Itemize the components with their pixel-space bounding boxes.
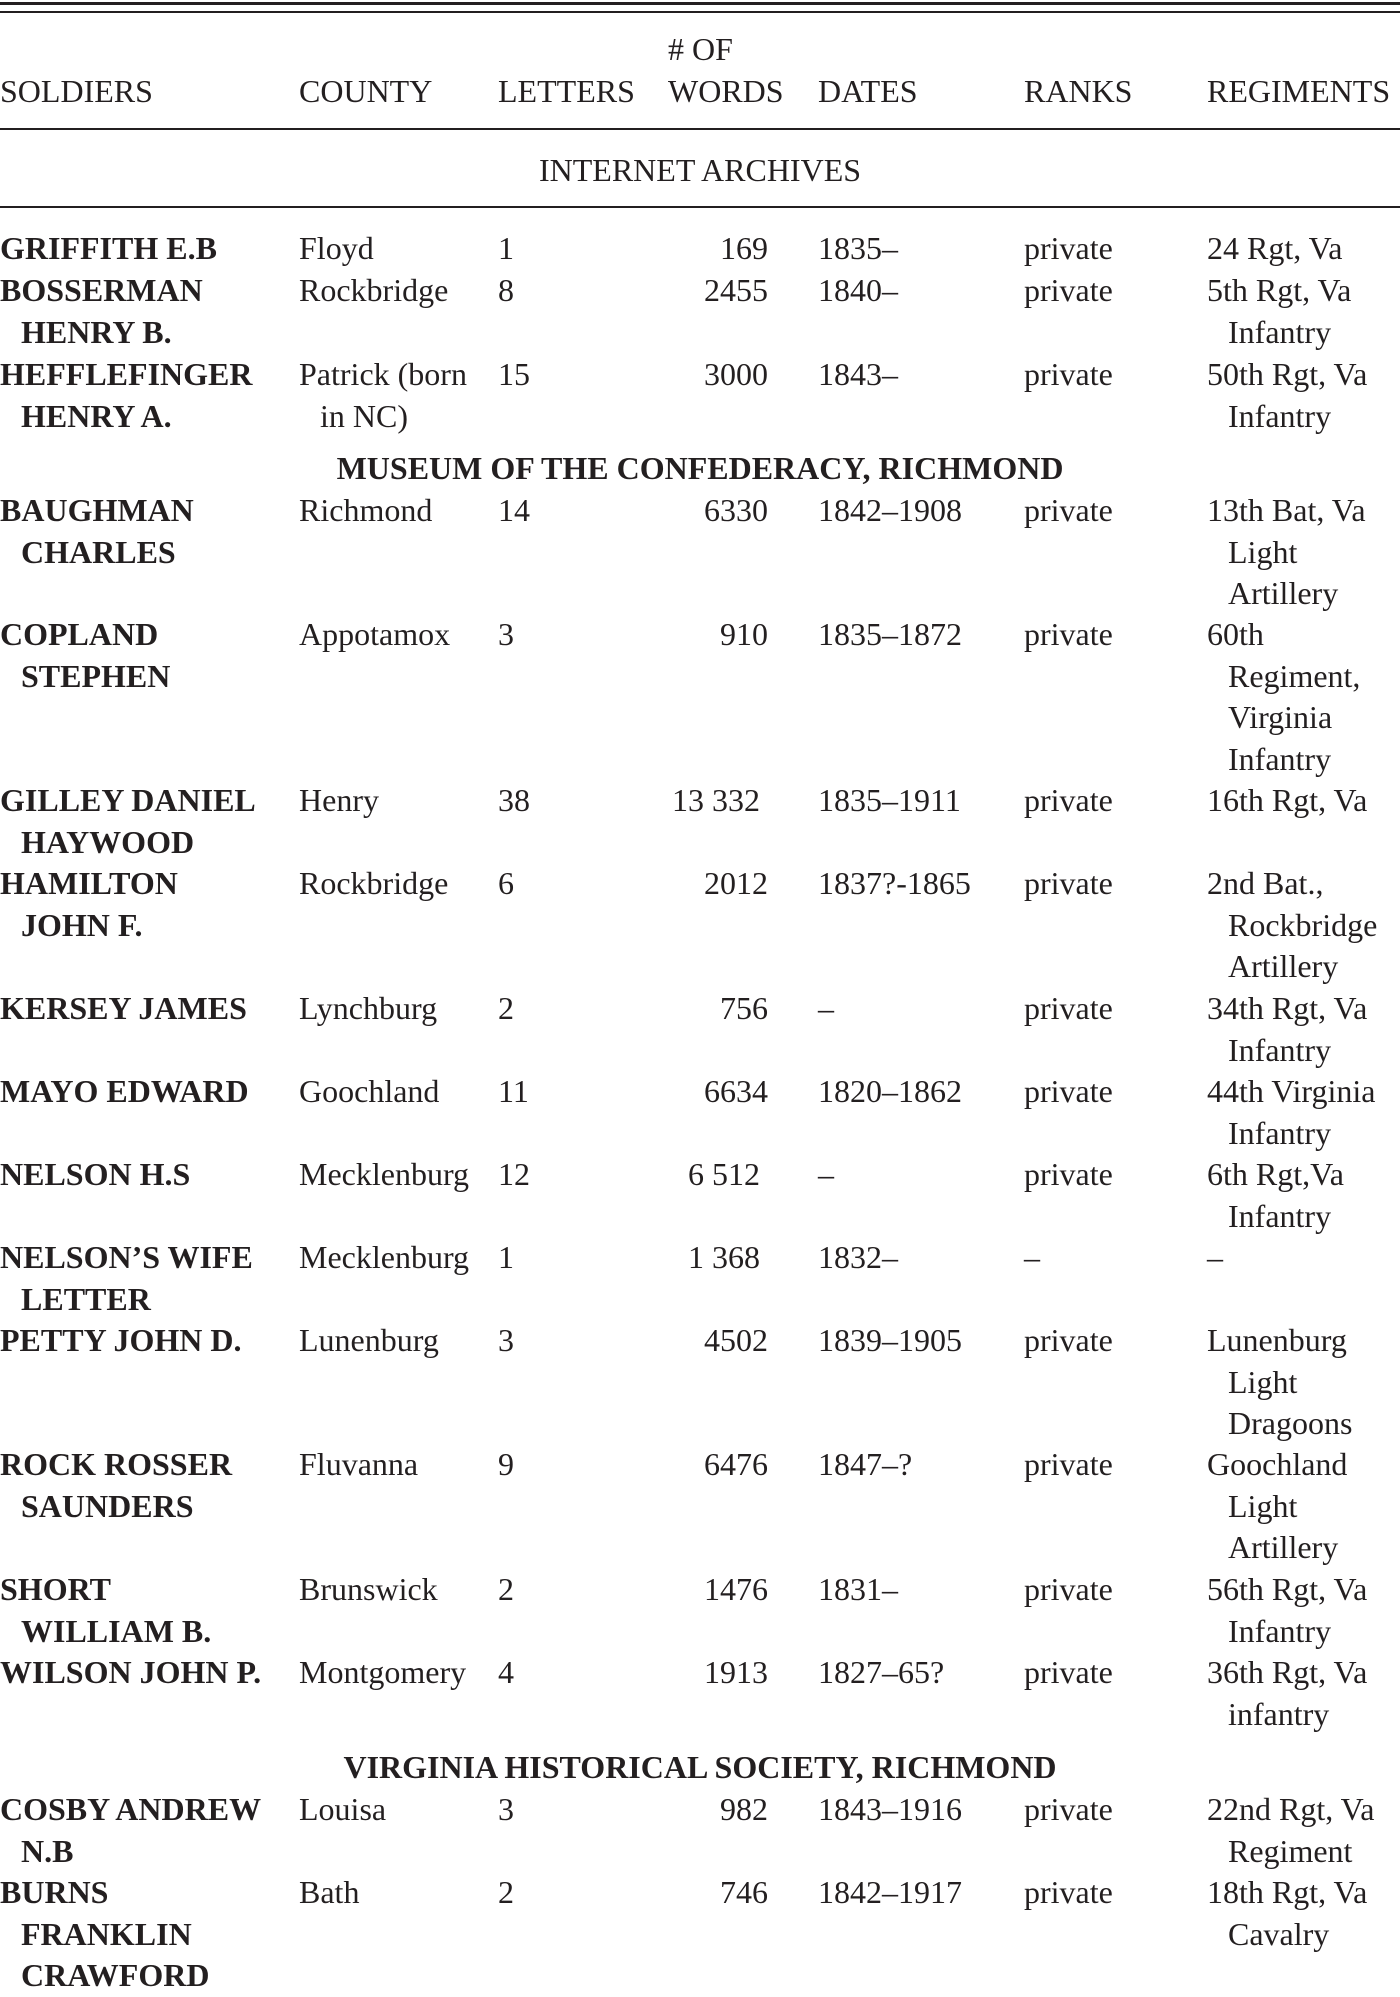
word-count: 1476 [704, 1571, 768, 1607]
dates: 1843–1916 [818, 1791, 962, 1827]
regiment-line: 2nd Bat., [1207, 865, 1324, 901]
county [299, 1789, 484, 1831]
section-title-virginia-historical-society: VIRGINIA HISTORICAL SOCIETY, RICHMOND [343, 1749, 1057, 1785]
soldier-name-line: WILLIAM B. [21, 1612, 212, 1649]
letters-count: 11 [498, 1073, 529, 1109]
regiment-line: 34th Rgt, Va [1207, 990, 1368, 1026]
regiment-line: Infantry [1228, 1612, 1332, 1649]
soldier-name [0, 1320, 280, 1362]
rank: private [1024, 616, 1113, 652]
word-count: 13 332 [672, 782, 760, 818]
regiment-line: Rockbridge [1228, 906, 1378, 943]
soldier-name-line: GRIFFITH E.B [0, 230, 217, 266]
county-line: Lunenburg [299, 1322, 439, 1358]
regiment-line: Infantry [1228, 313, 1332, 350]
rank: private [1024, 1156, 1113, 1192]
header-county: COUNTY [299, 73, 433, 109]
regiment-line: 22nd Rgt, Va [1207, 1791, 1375, 1827]
regiment-line: 6th Rgt,Va [1207, 1156, 1344, 1192]
soldier-name-line: HEFFLEFINGER [0, 356, 253, 392]
soldier-name [0, 490, 280, 573]
soldier-name-line: BAUGHMAN [0, 492, 194, 528]
section-title-museum: MUSEUM OF THE CONFEDERACY, RICHMOND [336, 450, 1064, 486]
soldier-name-line: ROCK ROSSER [0, 1446, 233, 1482]
regiment-line: infantry [1228, 1695, 1330, 1732]
soldier-name-line: NELSON H.S [0, 1156, 191, 1192]
soldier-name-line: KERSEY JAMES [0, 990, 247, 1026]
letters-count: 12 [498, 1156, 530, 1192]
regiment-line: Light [1228, 1487, 1298, 1524]
county-line: Henry [299, 782, 379, 818]
county [299, 1872, 484, 1914]
dates: – [818, 1156, 834, 1192]
county [299, 1237, 484, 1279]
regiment [1207, 228, 1400, 270]
word-count: 6330 [704, 492, 768, 528]
word-count: 4502 [704, 1322, 768, 1358]
soldier-name [0, 1444, 280, 1527]
rank: private [1024, 356, 1113, 392]
dates: 1835– [818, 230, 898, 266]
county [299, 863, 484, 905]
county [299, 988, 484, 1030]
county [299, 614, 484, 656]
rank: private [1024, 1654, 1113, 1690]
regiment-line: Artillery [1228, 1529, 1339, 1565]
regiment-line: Infantry [1228, 1197, 1332, 1234]
soldier-name [0, 1652, 280, 1694]
regiment-line: Cavalry [1228, 1915, 1330, 1952]
county [299, 1444, 484, 1486]
dates: 1843– [818, 356, 898, 392]
letters-count: 2 [498, 1571, 514, 1607]
table-top-rule-thin [0, 11, 1400, 13]
regiment [1207, 1444, 1400, 1569]
soldier-name [0, 1872, 280, 1997]
soldier-name-line: COSBY ANDREW [0, 1791, 262, 1827]
regiment-line: Regiment, [1228, 657, 1361, 694]
county-line: Brunswick [299, 1571, 438, 1607]
word-count: 756 [720, 990, 768, 1026]
county [299, 1071, 484, 1113]
regiment [1207, 354, 1400, 437]
soldier-name [0, 780, 280, 863]
county [299, 270, 484, 312]
regiment [1207, 863, 1400, 988]
regiment-line: 50th Rgt, Va [1207, 356, 1368, 392]
section-rule [0, 206, 1400, 208]
letters-count: 38 [498, 782, 530, 818]
letters-count: 1 [498, 1239, 514, 1275]
regiment [1207, 614, 1400, 780]
dates: 1840– [818, 272, 898, 308]
regiment-line: – [1207, 1239, 1223, 1275]
regiment-line: Infantry [1228, 1031, 1332, 1068]
word-count: 6476 [704, 1446, 768, 1482]
county-line: Appotamox [299, 616, 451, 652]
regiment [1207, 1872, 1400, 1955]
header-letters: LETTERS [498, 73, 635, 109]
letters-count: 1 [498, 230, 514, 266]
regiment-line: Dragoons [1228, 1405, 1353, 1441]
regiment-line: Light [1228, 1363, 1298, 1400]
letters-count: 6 [498, 865, 514, 901]
regiment-line: Goochland [1207, 1446, 1348, 1482]
soldier-name-line: GILLEY DANIEL [0, 782, 256, 818]
soldier-name-line: LETTER [21, 1280, 151, 1317]
header-regiments: REGIMENTS [1207, 73, 1391, 109]
rank: private [1024, 990, 1113, 1026]
regiment [1207, 490, 1400, 615]
letters-count: 15 [498, 356, 530, 392]
table-header-rule [0, 128, 1400, 130]
soldier-name-line: SHORT [0, 1571, 111, 1607]
letters-count: 2 [498, 990, 514, 1026]
dates: 1847–? [818, 1446, 913, 1482]
county [299, 1154, 484, 1196]
regiment-line: 24 Rgt, Va [1207, 230, 1343, 266]
soldier-name [0, 1569, 280, 1652]
letters-count: 3 [498, 1322, 514, 1358]
letters-count: 9 [498, 1446, 514, 1482]
county-line: Louisa [299, 1791, 387, 1827]
county [299, 490, 484, 532]
word-count: 1 368 [688, 1239, 760, 1275]
regiment-line: Infantry [1228, 1114, 1332, 1151]
soldier-name-line: WILSON JOHN P. [0, 1654, 262, 1690]
regiment-line: Lunenburg [1207, 1322, 1347, 1358]
county [299, 1569, 484, 1611]
rank: private [1024, 1073, 1113, 1109]
county-line: Bath [299, 1874, 360, 1910]
word-count: 2012 [704, 865, 768, 901]
soldier-name [0, 614, 280, 697]
rank: private [1024, 272, 1113, 308]
header-words: WORDS [668, 73, 784, 109]
rank: private [1024, 1571, 1113, 1607]
dates: 1835–1911 [818, 782, 961, 818]
county [299, 1652, 484, 1694]
letters-count: 8 [498, 272, 514, 308]
soldier-name-line: N.B [21, 1832, 74, 1869]
soldier-name-line: HAMILTON [0, 865, 178, 901]
regiment-line: Virginia [1228, 699, 1333, 735]
dates: 1837?-1865 [818, 865, 971, 901]
word-count: 910 [720, 616, 768, 652]
regiment [1207, 1320, 1400, 1445]
county-line: Rockbridge [299, 272, 449, 308]
county-line: Mecklenburg [299, 1239, 470, 1275]
soldier-name-line: BURNS [0, 1874, 109, 1910]
regiment-line: 18th Rgt, Va [1207, 1874, 1368, 1910]
soldier-name-line: HENRY A. [21, 397, 172, 434]
letters-count: 3 [498, 616, 514, 652]
letters-count: 4 [498, 1654, 514, 1690]
soldier-name-line: BOSSERMAN [0, 272, 203, 308]
regiment [1207, 1789, 1400, 1872]
soldier-name [0, 988, 280, 1030]
county-line: Goochland [299, 1073, 440, 1109]
soldier-name-line: NELSON’S WIFE [0, 1239, 253, 1275]
rank: private [1024, 782, 1113, 818]
soldier-name-line: STEPHEN [21, 657, 171, 694]
county [299, 780, 484, 822]
regiment [1207, 1071, 1400, 1154]
rank: private [1024, 492, 1113, 528]
soldier-name-line: MAYO EDWARD [0, 1073, 249, 1109]
soldier-name [0, 270, 280, 353]
letters-count: 14 [498, 492, 530, 528]
dates: 1842–1908 [818, 492, 962, 528]
regiment-line: Artillery [1228, 575, 1339, 611]
regiment-line: 56th Rgt, Va [1207, 1571, 1368, 1607]
regiment-line: Infantry [1228, 397, 1332, 434]
regiment [1207, 988, 1400, 1071]
soldier-name-line: PETTY JOHN D. [0, 1322, 242, 1358]
county-line: Lynchburg [299, 990, 438, 1026]
regiment-line: 36th Rgt, Va [1207, 1654, 1368, 1690]
soldier-name [0, 1237, 280, 1320]
dates: 1832– [818, 1239, 898, 1275]
soldier-name [0, 354, 280, 437]
word-count: 3000 [704, 356, 768, 392]
county-line: Rockbridge [299, 865, 449, 901]
soldier-name [0, 1071, 280, 1113]
regiment-line: 5th Rgt, Va [1207, 272, 1352, 308]
county-line: Fluvanna [299, 1446, 419, 1482]
rank: private [1024, 230, 1113, 266]
rank: private [1024, 1446, 1113, 1482]
county [299, 354, 484, 437]
regiment [1207, 1237, 1400, 1279]
regiment [1207, 1154, 1400, 1237]
regiment [1207, 780, 1400, 822]
letters-count: 2 [498, 1874, 514, 1910]
county-line: in NC) [320, 397, 408, 434]
rank: private [1024, 1791, 1113, 1827]
table-top-rule [0, 2, 1400, 5]
header-words-line1: # OF [668, 31, 733, 67]
dates: 1842–1917 [818, 1874, 962, 1910]
county [299, 1320, 484, 1362]
dates: 1839–1905 [818, 1322, 962, 1358]
regiment-line: 60th [1207, 616, 1264, 652]
soldier-name-line: HAYWOOD [21, 823, 195, 860]
rank: private [1024, 1322, 1113, 1358]
county-line: Mecklenburg [299, 1156, 470, 1192]
regiment-line: 44th Virginia [1207, 1073, 1376, 1109]
county-line: Floyd [299, 230, 374, 266]
dates: 1820–1862 [818, 1073, 962, 1109]
word-count: 982 [720, 1791, 768, 1827]
soldier-name [0, 228, 280, 270]
dates: 1827–65? [818, 1654, 945, 1690]
soldier-name-line: FRANKLIN [21, 1915, 192, 1952]
regiment [1207, 1652, 1400, 1735]
header-soldiers: SOLDIERS [0, 73, 153, 109]
soldier-name [0, 1154, 280, 1196]
soldier-name-line: JOHN F. [21, 906, 143, 943]
soldier-name-line: COPLAND [0, 616, 159, 652]
regiment-line: 13th Bat, Va [1207, 492, 1366, 528]
soldier-name-line: HENRY B. [21, 313, 172, 350]
soldier-name-line: SAUNDERS [21, 1487, 194, 1524]
section-title-internet-archives: INTERNET ARCHIVES [538, 152, 862, 188]
dates: 1831– [818, 1571, 898, 1607]
word-count: 1913 [704, 1654, 768, 1690]
regiment [1207, 1569, 1400, 1652]
word-count: 6 512 [688, 1156, 760, 1192]
county-line: Patrick (born [299, 356, 467, 392]
regiment-line: Artillery [1228, 948, 1339, 984]
county-line: Richmond [299, 492, 433, 528]
regiment-line: Infantry [1228, 740, 1332, 777]
dates: – [818, 990, 834, 1026]
word-count: 169 [720, 230, 768, 266]
regiment-line: Regiment [1228, 1832, 1353, 1869]
header-ranks: RANKS [1024, 73, 1133, 109]
word-count: 6634 [704, 1073, 768, 1109]
county-line: Montgomery [299, 1654, 467, 1690]
soldier-name [0, 1789, 280, 1872]
regiment-line: Light [1228, 533, 1298, 570]
soldier-name-line: CHARLES [21, 533, 176, 570]
word-count: 2455 [704, 272, 768, 308]
rank: – [1024, 1239, 1040, 1275]
dates: 1835–1872 [818, 616, 962, 652]
soldier-name [0, 863, 280, 946]
rank: private [1024, 865, 1113, 901]
header-dates: DATES [818, 73, 918, 109]
word-count: 746 [720, 1874, 768, 1910]
regiment [1207, 270, 1400, 353]
soldier-name-line: CRAWFORD [21, 1957, 210, 1993]
rank: private [1024, 1874, 1113, 1910]
county [299, 228, 484, 270]
regiment-line: 16th Rgt, Va [1207, 782, 1368, 818]
letters-count: 3 [498, 1791, 514, 1827]
